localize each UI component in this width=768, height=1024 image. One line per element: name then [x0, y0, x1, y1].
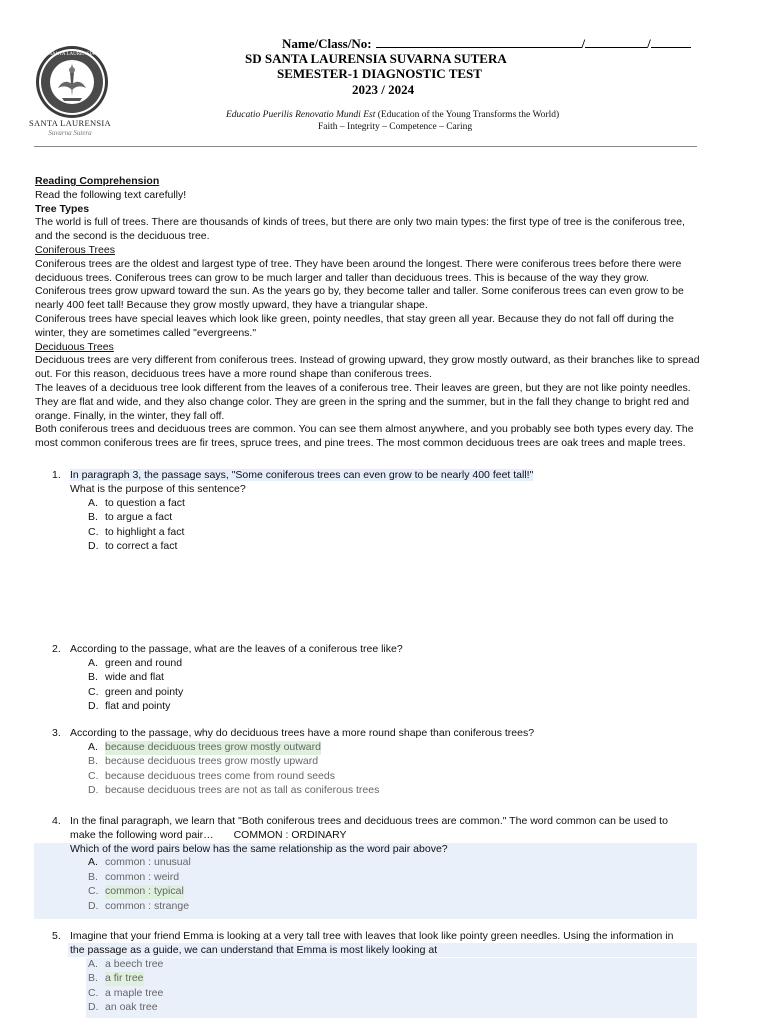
header-divider: [34, 146, 697, 147]
option-letter: C.: [88, 685, 99, 698]
option-text: common : unusual: [105, 856, 191, 869]
instruction: Read the following text carefully!: [35, 188, 187, 201]
option-letter: D.: [88, 540, 99, 553]
option-letter: A.: [88, 957, 98, 970]
option-a[interactable]: [88, 741, 702, 756]
option-a[interactable]: [88, 958, 702, 973]
options: [88, 856, 702, 914]
options: [88, 741, 702, 799]
school-logo: [34, 44, 110, 120]
question-2: [52, 643, 702, 715]
option-letter: B.: [88, 511, 98, 524]
option-text: because deciduous trees are not as tall as coniferous trees: [105, 784, 380, 797]
option-text: a beech tree: [105, 957, 164, 970]
question-4: [52, 815, 702, 914]
option-letter: C.: [88, 769, 99, 782]
option-b[interactable]: [88, 755, 702, 770]
option-c[interactable]: [88, 770, 702, 785]
option-text: to highlight a fact: [105, 525, 185, 538]
question-1: [52, 469, 702, 555]
question-stem-2: What is the purpose of this sentence?: [70, 482, 246, 495]
option-letter: B.: [88, 755, 98, 768]
options: [88, 497, 702, 555]
slash-1: /: [581, 36, 586, 51]
question-stem: Imagine that your friend Emma is looking at a very tall tree with leaves that look like pointy green needles. Using the information in: [70, 930, 674, 942]
name-class-no-field[interactable]: [282, 36, 691, 52]
option-text: because deciduous trees grow mostly outward: [105, 740, 321, 753]
question-stem: In paragraph 3, the passage says, "Some coniferous trees can even grow to be nearly 400 feet tall!": [70, 469, 534, 481]
option-text: flat and pointy: [105, 700, 171, 713]
school-name: SD SANTA LAURENSIA SUVARNA SUTERA: [245, 51, 507, 66]
svg-text:SANTA LAURENSIA: SANTA LAURENSIA: [49, 52, 95, 57]
word-pair-intro: make the following word pair…: [70, 828, 214, 841]
heading-deciduous: Deciduous Trees: [35, 340, 114, 353]
class-blank[interactable]: [585, 36, 647, 48]
school-motto: [226, 110, 559, 120]
option-text: common : strange: [105, 899, 190, 912]
option-letter: B.: [88, 671, 98, 684]
paragraph-7: Both coniferous trees and deciduous trees are common. You can see them almost anywhere, and you probably see both types every day. The most common coniferous trees are fir trees, spruce trees, and pine trees. The most common deciduous trees are oak trees and maple trees.: [35, 423, 694, 450]
option-letter: C.: [88, 885, 99, 898]
option-letter: A.: [88, 856, 98, 869]
word-pair: COMMON : ORDINARY: [233, 828, 347, 841]
option-b[interactable]: [88, 871, 702, 886]
option-letter: A.: [88, 656, 98, 669]
option-letter: D.: [88, 700, 99, 713]
options: [88, 958, 702, 1016]
question-number: 5.: [52, 930, 61, 942]
school-values: Faith – Integrity – Competence – Caring: [318, 122, 473, 132]
option-letter: C.: [88, 986, 99, 999]
option-d[interactable]: [88, 900, 702, 915]
option-c[interactable]: [88, 526, 702, 541]
paragraph-1: The world is full of trees. There are thousands of kinds of trees, but there are only two main types: the first type of tree is the coniferous tree, and the second is the deciduous tree.: [35, 216, 685, 243]
option-text: a fir tree: [105, 972, 144, 985]
logo-caption: [28, 118, 112, 137]
option-text: wide and flat: [105, 671, 164, 684]
option-a[interactable]: [88, 497, 702, 512]
reading-passage: [35, 175, 703, 451]
option-letter: B.: [88, 870, 98, 883]
option-letter: A.: [88, 496, 98, 509]
logo-subtitle: Suvarna Sutera: [48, 129, 92, 137]
slash-2: /: [647, 36, 651, 51]
passage-title: Tree Types: [35, 202, 90, 215]
question-stem: According to the passage, what are the leaves of a coniferous tree like?: [70, 643, 403, 655]
option-text: green and round: [105, 656, 183, 669]
option-c[interactable]: [88, 987, 702, 1002]
option-b[interactable]: [88, 671, 702, 686]
question-stem-2: [70, 829, 702, 843]
paragraph-6: The leaves of a deciduous tree look different from the leaves of a coniferous tree. Their leaves are green, but they are not like pointy needles. They are flat and wide, and they also change color. They are green in the spring and the summer, but in the fall they change to bright red and orange. Finally, in the winter, they fall off.: [35, 381, 691, 422]
option-letter: D.: [88, 1001, 99, 1014]
question-3: [52, 727, 702, 799]
option-a[interactable]: [88, 856, 702, 871]
paragraph-2: Coniferous trees are the oldest and largest type of tree. They have been around the longest. There were coniferous trees before there were deciduous trees. Coniferous trees can grow to be much larger and taller than deciduous trees. This is because of the way they grow.: [35, 257, 682, 284]
option-d[interactable]: [88, 1001, 702, 1016]
academic-year: 2023 / 2024: [352, 82, 415, 97]
option-text: because deciduous trees grow mostly upward: [105, 755, 319, 768]
option-b[interactable]: [88, 511, 702, 526]
paragraph-5: Deciduous trees are very different from coniferous trees. Instead of growing upward, they grow mostly outward, as their branches like to spread out. For this reason, deciduous trees have a more round shape than coniferous trees.: [35, 354, 700, 381]
heading-coniferous: Coniferous Trees: [35, 243, 115, 256]
number-blank[interactable]: [651, 36, 691, 48]
option-a[interactable]: [88, 657, 702, 672]
option-text: common : weird: [105, 870, 180, 883]
name-blank[interactable]: [376, 36, 582, 48]
question-number: 2.: [52, 643, 61, 655]
option-text: to question a fact: [105, 496, 185, 509]
name-label: Name/Class/No:: [282, 36, 372, 51]
option-letter: D.: [88, 784, 99, 797]
motto-english: (Education of the Young Transforms the World): [377, 110, 560, 120]
paragraph-3: Coniferous trees grow upward toward the sun. As the years go by, they become taller and taller. Some coniferous trees can even grow to be nearly 400 feet tall! Because they grow mostly upward, they have a triangular shape.: [35, 285, 684, 312]
option-text: a maple tree: [105, 986, 164, 999]
question-number: 4.: [52, 815, 61, 827]
options: [88, 657, 702, 715]
option-letter: A.: [88, 740, 98, 753]
option-d[interactable]: [88, 784, 702, 799]
option-c[interactable]: [88, 686, 702, 701]
option-text: common : typical: [105, 885, 184, 898]
option-letter: D.: [88, 899, 99, 912]
question-number: 1.: [52, 469, 61, 481]
question-number: 3.: [52, 727, 61, 739]
test-title: SEMESTER-1 DIAGNOSTIC TEST: [277, 66, 482, 81]
option-c[interactable]: [88, 885, 702, 900]
option-text: to correct a fact: [105, 540, 178, 553]
option-letter: C.: [88, 525, 99, 538]
option-d[interactable]: [88, 540, 702, 555]
question-stem: According to the passage, why do deciduous trees have a more round shape than coniferous trees?: [70, 727, 535, 739]
option-text: an oak tree: [105, 1001, 158, 1014]
question-stem-2: the passage as a guide, we can understand that Emma is most likely looking at: [70, 943, 438, 956]
question-stem-3: Which of the word pairs below has the same relationship as the word pair above?: [70, 842, 448, 855]
question-5: [52, 930, 702, 1016]
option-text: because deciduous trees come from round seeds: [105, 769, 335, 782]
option-text: green and pointy: [105, 685, 184, 698]
option-d[interactable]: [88, 700, 702, 715]
motto-latin: Educatio Puerilis Renovatio Mundi Est: [226, 110, 376, 120]
section-title: Reading Comprehension: [35, 175, 160, 187]
option-text: to argue a fact: [105, 511, 173, 524]
question-stem: In the final paragraph, we learn that "Both coniferous trees and deciduous trees are common." The word common can be used to: [70, 815, 668, 827]
option-letter: B.: [88, 972, 98, 985]
logo-school-name: SANTA LAURENSIA: [29, 118, 111, 128]
option-b[interactable]: [88, 972, 702, 987]
paragraph-4: Coniferous trees have special leaves which look like green, pointy needles, that stay green all year. Because they do not fall off during the winter, they are sometimes called "evergreens.": [35, 312, 674, 339]
